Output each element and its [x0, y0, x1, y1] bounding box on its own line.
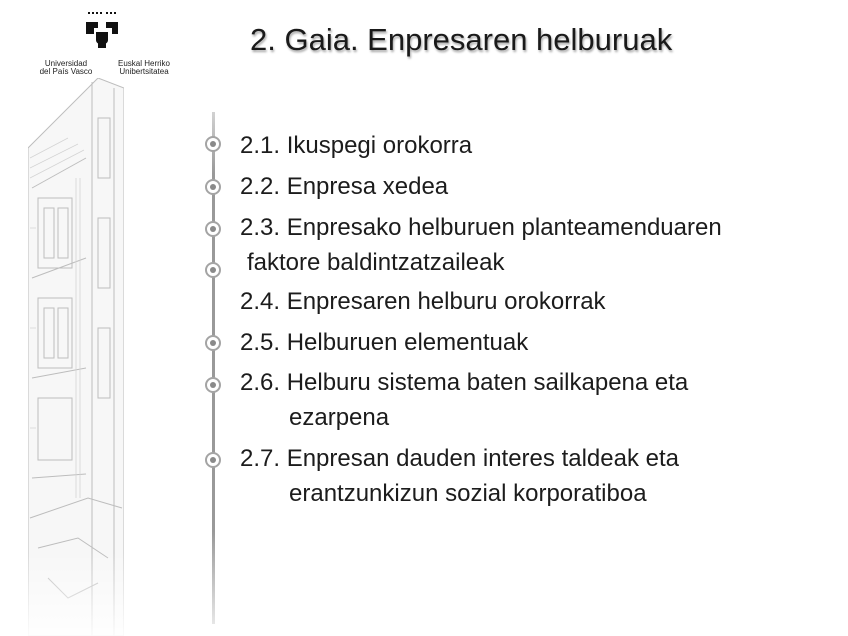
list-item: 2.3. Enpresako helburuen planteamenduaren: [240, 214, 722, 241]
list-item-continuation: erantzunkizun sozial korporatiboa: [289, 480, 647, 507]
timeline-bullet-icon: [205, 179, 221, 195]
list-item-continuation: faktore baldintzatzaileak: [247, 249, 505, 276]
timeline-bullet-icon: [205, 377, 221, 393]
timeline-bullet-icon: [205, 136, 221, 152]
logo-caption-spanish: Universidad del País Vasco: [39, 59, 93, 76]
list-item: 2.4. Enpresaren helburu orokorrak: [240, 288, 606, 315]
list-item-continuation: ezarpena: [289, 404, 390, 431]
list-item: 2.6. Helburu sistema baten sailkapena eta: [240, 369, 689, 396]
building-sketch-icon: [28, 78, 124, 636]
slide-title: 2. Gaia. Enpresaren helburuak: [250, 22, 673, 57]
list-item: 2.5. Helburuen elementuak: [240, 329, 529, 356]
timeline-bullet-icon: [205, 335, 221, 351]
timeline-bullet-icon: [205, 221, 221, 237]
list-item: 2.2. Enpresa xedea: [240, 173, 449, 200]
list-item: 2.1. Ikuspegi orokorra: [240, 132, 473, 159]
university-logo-icon: [80, 12, 128, 52]
timeline-bullet-icon: [205, 452, 221, 468]
timeline-bullet-icon: [205, 262, 221, 278]
list-item: 2.7. Enpresan dauden interes taldeak eta: [240, 445, 679, 472]
university-logo: [30, 8, 180, 80]
logo-caption-basque: Euskal Herriko Unibertsitatea: [117, 59, 170, 76]
